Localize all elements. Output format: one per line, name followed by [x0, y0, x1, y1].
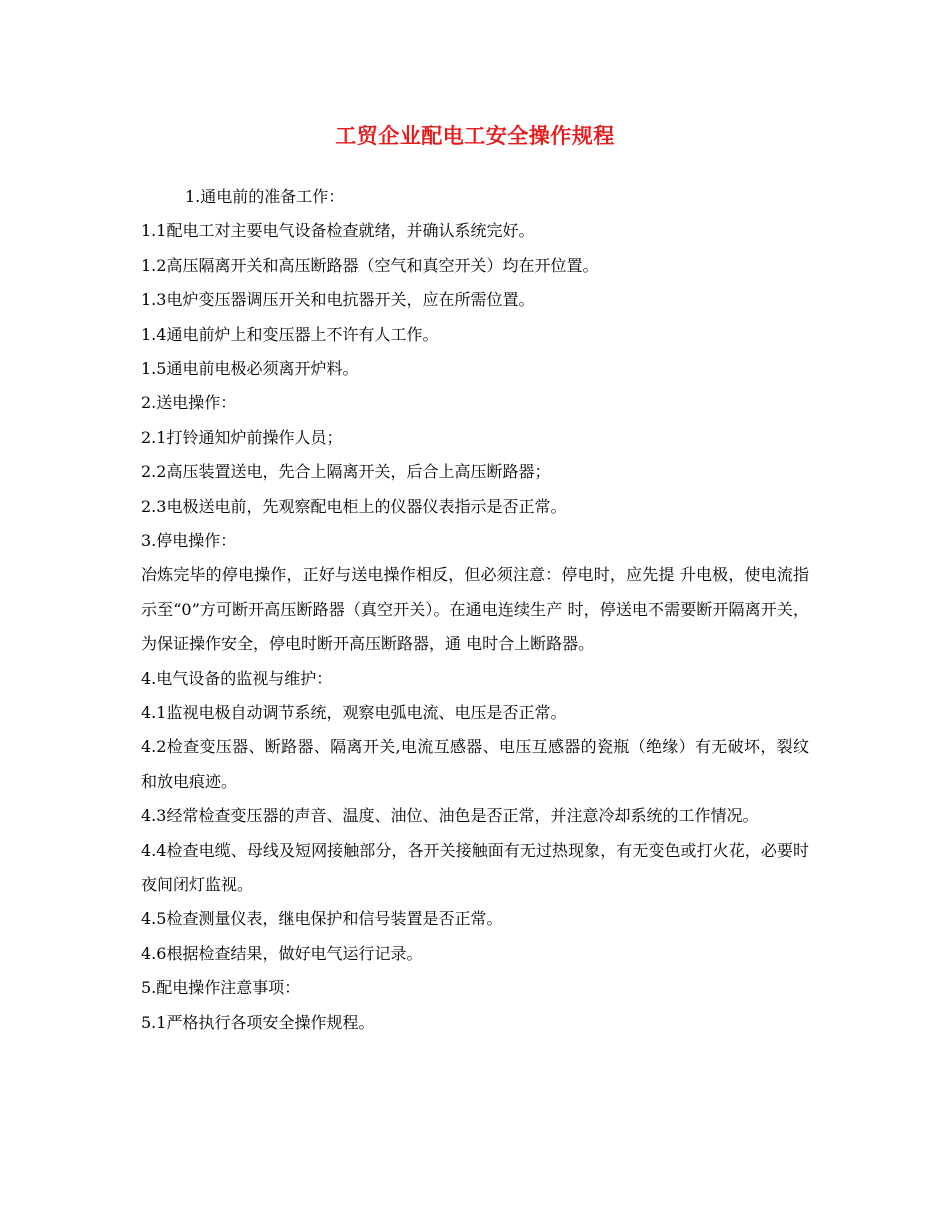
section-3-heading: 3.停电操作：: [141, 530, 237, 550]
document-body: [141, 180, 809, 1040]
document-title: 工贸企业配电工安全操作规程: [335, 123, 615, 148]
item-1-4: 1.4通电前炉上和变压器上不许有人工作。: [141, 324, 439, 344]
item-4-2: 4.2检查变压器、断路器、隔离开关,电流互感器、电压互感器的瓷瓶（绝缘）有无破坏，裂纹和放电痕迹。: [141, 737, 809, 791]
item-5-1: 5.1严格执行各项安全操作规程。: [141, 1012, 375, 1032]
item-2-1: 2.1打铃通知炉前操作人员；: [141, 427, 343, 447]
item-2-3: 2.3电极送电前，先观察配电柜上的仪器仪表指示是否正常。: [141, 496, 567, 516]
section-4-heading: 4.电气设备的监视与维护：: [141, 668, 333, 688]
item-4-3: 4.3经常检查变压器的声音、温度、油位、油色是否正常，并注意冷却系统的工作情况。: [141, 806, 759, 826]
item-4-4: 4.4检查电缆、母线及短网接触部分，各开关接触面有无过热现象，有无变色或打火花，必要时夜间闭灯监视。: [141, 840, 809, 894]
section-3-paragraph: 冶炼完毕的停电操作，正好与送电操作相反，但必须注意：停电时，应先提 升电极，使电流指示至“0”方可断开高压断路器（真空开关）。在通电连续生产 时，停送电不需要断开隔离开关，为保证操作安全，停电时断开高压断路器，通 电时合上断路器。: [141, 565, 809, 654]
section-5-heading: 5.配电操作注意事项：: [141, 978, 301, 998]
section-2-heading: 2.送电操作：: [141, 393, 237, 413]
item-2-2: 2.2高压装置送电，先合上隔离开关，后合上高压断路器；: [141, 462, 551, 482]
item-4-1: 4.1监视电极自动调节系统，观察电弧电流、电压是否正常。: [141, 702, 567, 722]
item-1-1: 1.1配电工对主要电气设备检查就绪，并确认系统完好。: [141, 221, 535, 241]
item-4-5: 4.5检查测量仪表，继电保护和信号装置是否正常。: [141, 909, 503, 929]
item-1-3: 1.3电炉变压器调压开关和电抗器开关，应在所需位置。: [141, 290, 535, 310]
item-1-5: 1.5通电前电极必须离开炉料。: [141, 358, 359, 378]
item-1-2: 1.2高压隔离开关和高压断路器（空气和真空开关）均在开位置。: [141, 255, 599, 275]
item-4-6: 4.6根据检查结果，做好电气运行记录。: [141, 943, 423, 963]
section-1-heading: 1.通电前的准备工作：: [185, 187, 345, 206]
